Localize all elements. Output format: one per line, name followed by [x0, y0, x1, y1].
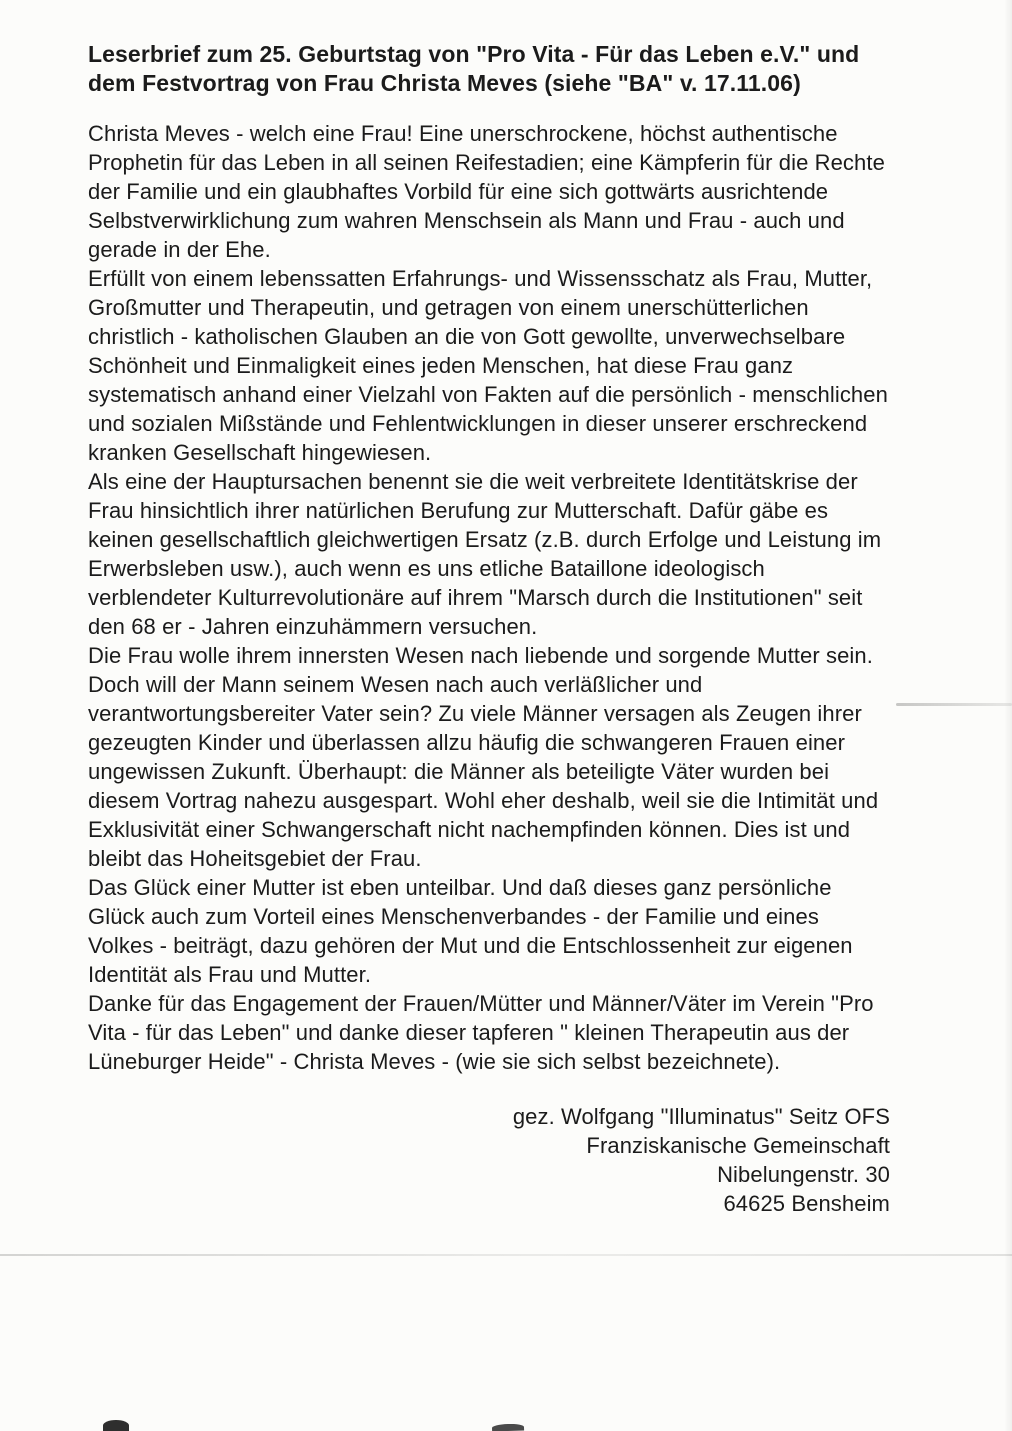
signature-street-line: Nibelungenstr. 30 [717, 1162, 890, 1187]
body-paragraph: Das Glück einer Mutter ist eben unteilbar. Und daß dieses ganz persönliche Glück auch zum Vorteil eines Menschenverbandes - der Familie und eines Volkes - beiträgt, dazu gehören der Mut und die Entschlossenheit zur eigenen Identität als Frau und Mutter. [88, 875, 853, 987]
letter-content [88, 40, 890, 1218]
body-paragraph: Danke für das Engagement der Frauen/Mütter und Männer/Väter im Verein "Pro Vita - für das Leben" und danke dieser tapferen " kleinen Therapeutin aus der Lüneburger Heide" - Christa Meves - (wie sie sich selbst bezeichnete). [88, 991, 874, 1074]
letter-heading [88, 40, 890, 98]
scan-artifact-bottom-left-speck [103, 1420, 129, 1431]
signature-city-line: 64625 Bensheim [723, 1191, 890, 1216]
signature-block [88, 1102, 890, 1218]
heading-line-2: dem Festvortrag von Frau Christa Meves (siehe "BA" v. 17.11.06) [88, 70, 801, 96]
scan-edge-shadow [1004, 0, 1012, 1431]
letter-body [88, 119, 890, 1076]
body-paragraph: Die Frau wolle ihrem innersten Wesen nach liebende und sorgende Mutter sein. Doch will der Mann seinem Wesen nach auch verläßlicher und verantwortungsbereiter Vater sein? Zu viele Männer versagen als Zeugen ihrer gezeugten Kinder und überlassen allzu häufig die schwangeren Frauen einer ungewissen Zukunft. Überhaupt: die Männer als beteiligte Väter wurden bei diesem Vortrag nahezu ausgespart. Wohl eher deshalb, weil sie die Intimität und Exklusivität einer Schwangerschaft nicht nachempfinden können. Dies ist und bleibt das Hoheitsgebiet der Frau. [88, 643, 879, 871]
signature-organization-line: Franziskanische Gemeinschaft [586, 1133, 890, 1158]
body-paragraph: Als eine der Hauptursachen benennt sie die weit verbreitete Identitätskrise der Frau hinsichtlich ihrer natürlichen Berufung zur Mutterschaft. Dafür gäbe es keinen gesellschaftlich gleichwertigen Ersatz (z.B. durch Erfolge und Leistung im Erwerbsleben usw.), auch wenn es uns etliche Bataillone ideologisch verblendeter Kulturrevolutionäre auf ihrem "Marsch durch die Institutionen" seit den 68 er - Jahren einzuhämmern versuchen. [88, 469, 882, 639]
scan-artifact-bottom-center-speck [492, 1423, 524, 1431]
scan-artifact-right-dash [896, 703, 1012, 706]
scan-artifact-fold-line [0, 1254, 1012, 1256]
body-paragraph: Erfüllt von einem lebenssatten Erfahrungs- und Wissensschatz als Frau, Mutter, Großmutter und Therapeutin, und getragen von einem unerschütterlichen christlich - katholischen Glauben an die von Gott gewollte, unverwechselbare Schönheit und Einmaligkeit eines jeden Menschen, hat diese Frau ganz systematisch anhand einer Vielzahl von Fakten auf die persönlich - menschlichen und sozialen Mißstände und Fehlentwicklungen in dieser unserer erschreckend kranken Gesellschaft hingewiesen. [88, 266, 888, 465]
body-paragraph: Christa Meves - welch eine Frau! Eine unerschrockene, höchst authentische Prophetin für das Leben in all seinen Reifestadien; eine Kämpferin für die Rechte der Familie und ein glaubhaftes Vorbild für eine sich gottwärts ausrichtende Selbstverwirklichung zum wahren Menschsein als Mann und Frau - auch und gerade in der Ehe. [88, 121, 885, 262]
heading-line-1: Leserbrief zum 25. Geburtstag von "Pro Vita - Für das Leben e.V." und [88, 41, 860, 67]
signature-name-line: gez. Wolfgang "Illuminatus" Seitz OFS [512, 1104, 890, 1129]
